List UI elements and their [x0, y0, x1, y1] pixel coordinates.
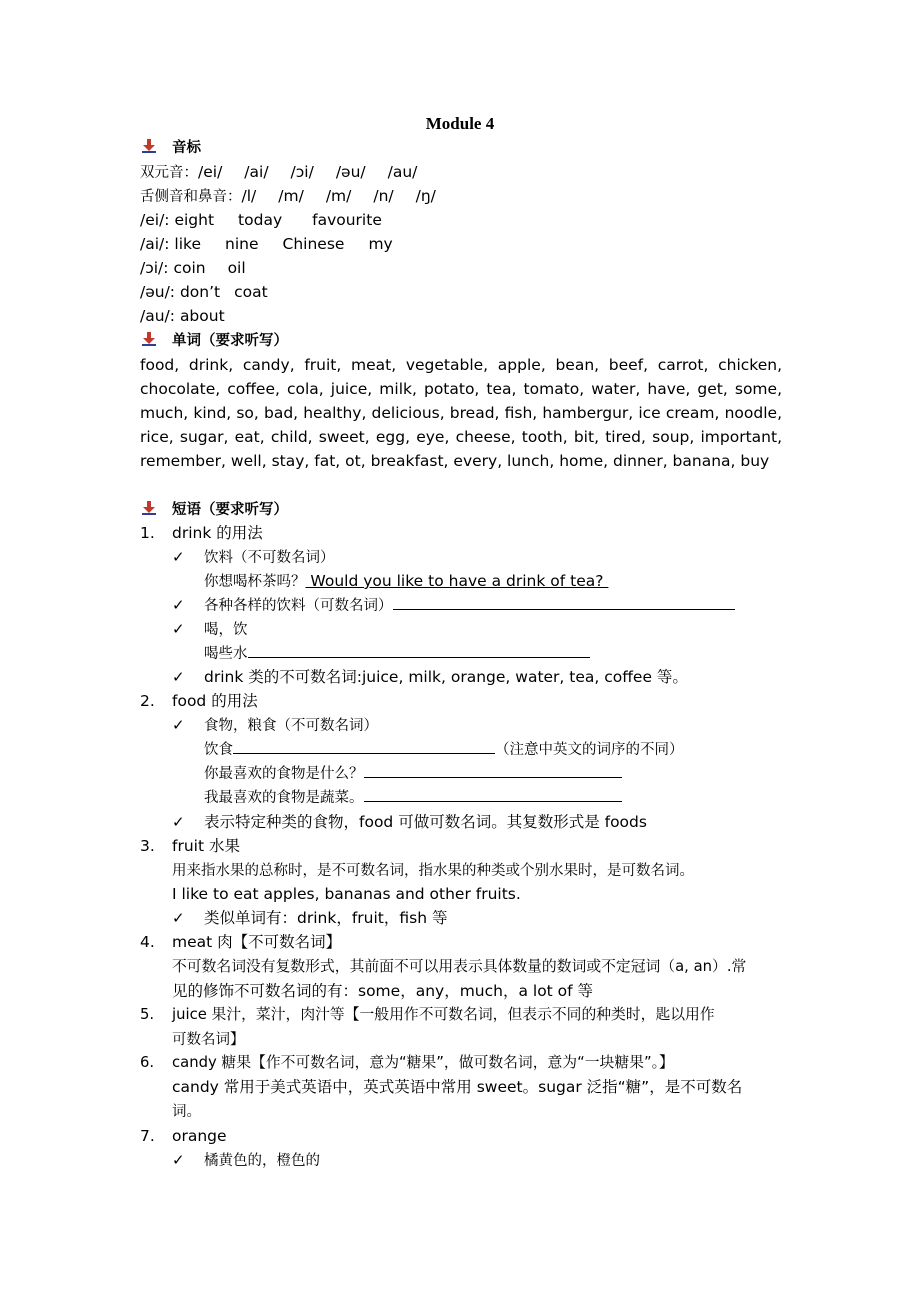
check-icon: ✓: [172, 668, 185, 686]
item-4-line-2: 见的修饰不可数名词的有：some，any，much，a lot of 等: [172, 982, 594, 1000]
item-1-check-1: ✓ 饮料（不可数名词）: [172, 545, 335, 569]
example-ou: /əu/: don’t coat: [140, 283, 268, 301]
item-7-check-1: ✓ 橘黄色的，橙色的: [172, 1148, 320, 1172]
item-6-line-2: candy 常用于美式英语中，英式英语中常用 sweet。sugar 泛指“糖”，是不可数名: [172, 1078, 743, 1096]
item-4-title: 4. meat 肉【不可数名词】: [140, 933, 342, 951]
item-1-check-2: ✓ 各种各样的饮料（可数名词）: [172, 593, 735, 617]
page-title: Module 4: [425, 114, 495, 133]
example-ei: /ei/: eight today favourite: [140, 211, 382, 229]
check-icon: ✓: [172, 548, 185, 566]
check-icon: ✓: [172, 1151, 185, 1169]
section-header-words: 单词（要求听写）: [140, 328, 288, 352]
check-icon: ✓: [172, 716, 185, 734]
laterals-line: 舌侧音和鼻音：/l/ /m/ /m/ /n/ /ŋ/: [140, 187, 436, 205]
check-icon: ✓: [172, 596, 185, 614]
item-2-title: 2. food 的用法: [140, 692, 258, 710]
item-2-question-3: 我最喜欢的食物是蔬菜。: [204, 785, 622, 809]
bullet-arrow-icon: [140, 135, 172, 159]
item-1-check-4: ✓ drink 类的不可数名词:juice, milk, orange, water, tea, coffee 等。: [172, 665, 688, 689]
diphthongs-line: 双元音：/ei/ /ai/ /ɔi/ /əu/ /au/: [140, 163, 418, 181]
bullet-arrow-icon: [140, 497, 172, 521]
item-2-check-1: ✓ 食物，粮食（不可数名词）: [172, 713, 378, 737]
bullet-arrow-icon: [140, 328, 172, 352]
section-header-phonetics: 音标: [140, 135, 201, 159]
item-4-line-1: 不可数名词没有复数形式，其前面不可以用表示具体数量的数词或不定冠词（a, an）.常: [172, 958, 747, 975]
item-1-question-1: 你想喝杯茶吗？ Would you like to have a drink of tea?: [204, 572, 609, 590]
answer-blank[interactable]: [364, 785, 622, 802]
example-oi: /ɔi/: coin oil: [140, 259, 246, 277]
item-3-line-2: I like to eat apples, bananas and other fruits.: [172, 885, 521, 903]
answer-blank[interactable]: [248, 641, 590, 658]
answer-blank[interactable]: [233, 737, 495, 754]
item-5-title: 5. juice 果汁，菜汁，肉汁等【一般用作不可数名词，但表示不同的种类时，匙以用作: [140, 1006, 715, 1023]
item-1-question-3: 喝些水: [204, 641, 590, 665]
answer-blank[interactable]: [393, 593, 735, 610]
item-5-line-2: 可数名词】: [172, 1032, 245, 1048]
example-ai: /ai/: like nine Chinese my: [140, 235, 393, 253]
check-icon: ✓: [172, 909, 185, 927]
item-2-check-2: ✓ 表示特定种类的食物，food 可做可数名词。其复数形式是 foods: [172, 810, 647, 834]
vocabulary-paragraph: food, drink, candy, fruit, meat, vegetable, apple, bean, beef, carrot, chicken, chocolate, coffee, cola, juice, milk, potato, tea, tomato, water, have, get, some, much, kind, so, bad, healthy, delicious, bread, fish, hambergur, ice cream, noodle, rice, sugar, eat, child, sweet, egg, eye, cheese, tooth, bit, tired, soup, important, remember, well, stay, fat, ot, breakfast, every, lunch, home, dinner, banana, buy: [140, 356, 782, 470]
item-6-title: 6. candy 糖果【作不可数名词，意为“糖果”，做可数名词，意为“一块糖果”。】: [140, 1054, 674, 1071]
item-3-title: 3. fruit 水果: [140, 837, 240, 855]
item-1-title: 1. drink 的用法: [140, 524, 263, 542]
check-icon: ✓: [172, 620, 185, 638]
item-1-check-3: ✓ 喝，饮: [172, 617, 248, 641]
answer-blank[interactable]: [364, 761, 622, 778]
item-3-check-1: ✓ 类似单词有：drink，fruit，fish 等: [172, 906, 447, 930]
example-au: /au/: about: [140, 307, 225, 325]
section-header-phrases: 短语（要求听写）: [140, 497, 288, 521]
item-2-question-1: 饮食 （注意中英文的词序的不同）: [204, 737, 684, 761]
item-6-line-3: 词。: [172, 1104, 201, 1120]
check-icon: ✓: [172, 813, 185, 831]
answer-text: Would you like to have a drink of tea?: [305, 572, 609, 590]
item-3-line-1: 用来指水果的总称时，是不可数名词，指水果的种类或个别水果时，是可数名词。: [172, 863, 694, 879]
item-7-title: 7. orange: [140, 1127, 227, 1145]
item-2-question-2: 你最喜欢的食物是什么？: [204, 761, 622, 785]
